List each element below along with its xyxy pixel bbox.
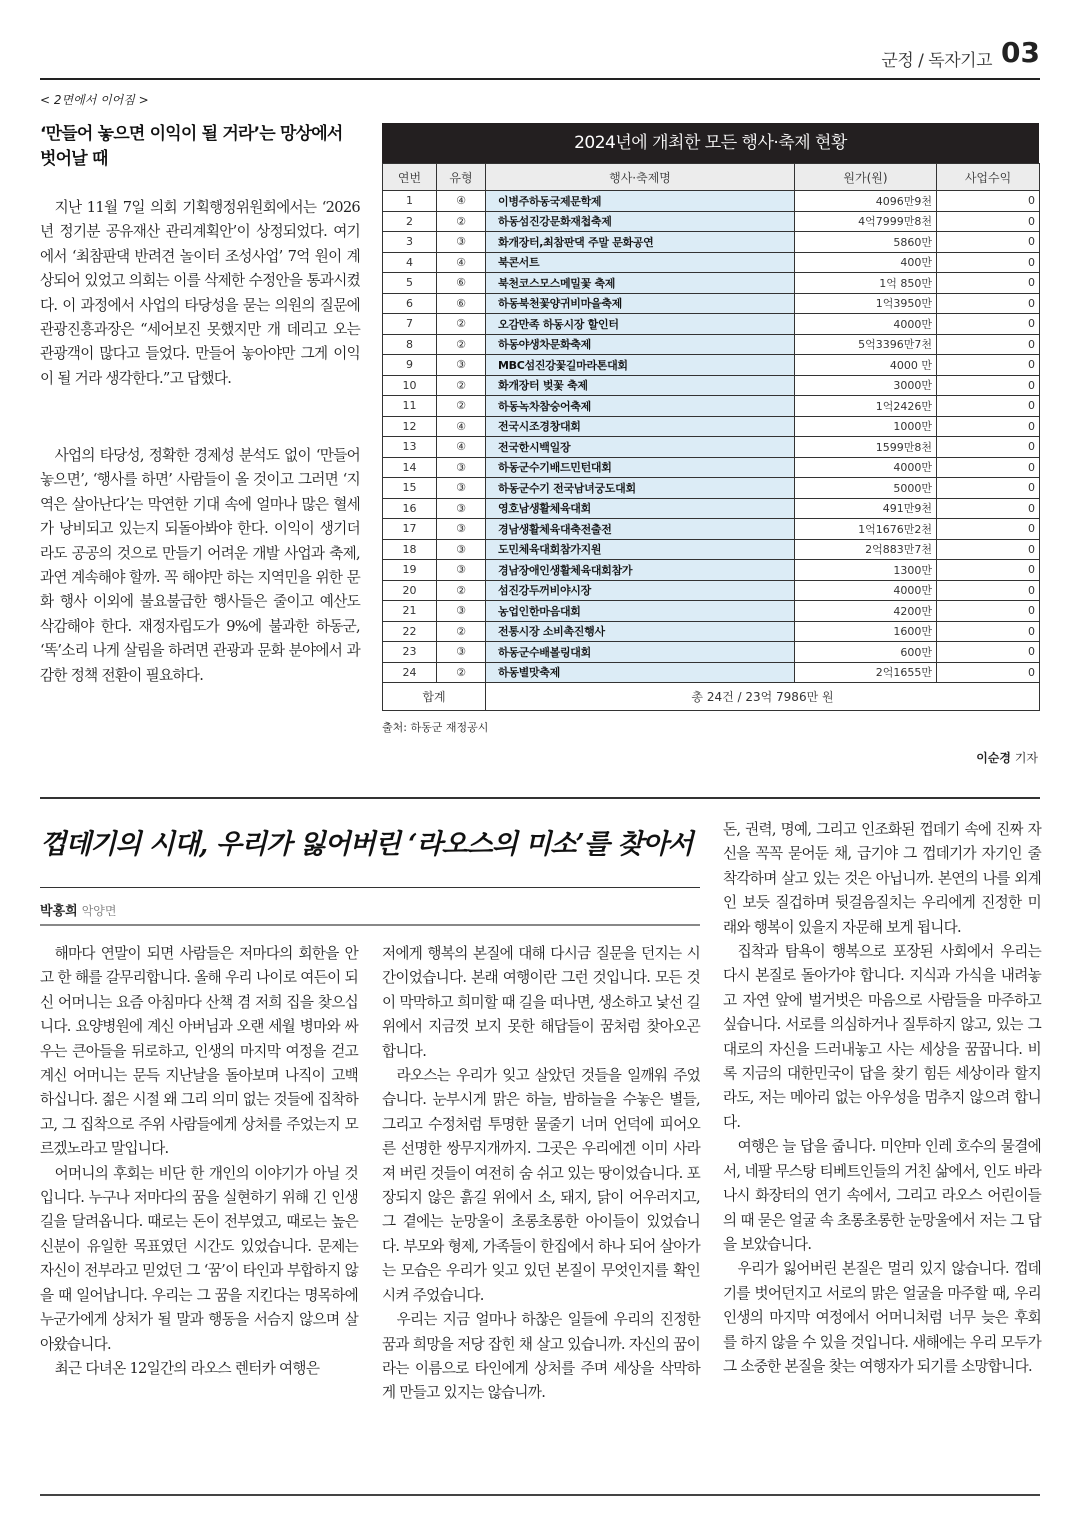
row-type: ② — [437, 334, 486, 355]
row-revenue: 0 — [937, 478, 1040, 499]
row-number: 17 — [383, 519, 437, 540]
title-rule — [40, 887, 700, 888]
row-revenue: 0 — [937, 293, 1040, 314]
row-cost: 5억3396만7천 — [795, 334, 937, 355]
row-number: 14 — [383, 457, 437, 478]
row-event-name: 북천코스모스메밀꽃 축제 — [486, 273, 795, 294]
row-cost: 1600만 — [795, 621, 937, 642]
essay-paragraph: 라오스는 우리가 잊고 살았던 것들을 일깨워 주었습니다. 눈부시게 맑은 하늘, 밤하늘을 수놓은 별들, 그리고 수정처럼 투명한 물줄기 너머 언덕에 피어오른 선명한 쌍무지개까지. 그곳은 우리에겐 이미 사라져 버린 것들이 여전히 숨 쉬고 있는 땅이었습니다. 포장되지 않은 흙길 위에서 소, 돼지, 닭이 어우러지고, 그 곁에는 눈망울이 초롱초롱한 아이들이 있었습니다. 부모와 형제, 가족들이 한집에서 하나 되어 살아가는 모습은 우리가 잊고 있던 본질이 무엇인지를 확인시켜 주었습니다. — [382, 1067, 700, 1304]
row-revenue: 0 — [937, 396, 1040, 417]
row-type: ③ — [437, 601, 486, 622]
author-location: 악양면 — [81, 904, 117, 918]
row-revenue: 0 — [937, 539, 1040, 560]
row-number: 7 — [383, 314, 437, 335]
table-row — [383, 539, 1040, 560]
row-type: ③ — [437, 457, 486, 478]
row-number: 22 — [383, 621, 437, 642]
row-type: ③ — [437, 560, 486, 581]
table-title: 2024년에 개최한 모든 행사·축제 현황 — [382, 123, 1039, 163]
row-cost: 491만9천 — [795, 498, 937, 519]
row-revenue: 0 — [937, 211, 1040, 232]
row-cost: 1억 850만 — [795, 273, 937, 294]
total-value: 총 24건 / 23억 7986만 원 — [486, 683, 1040, 711]
row-revenue: 0 — [937, 498, 1040, 519]
row-number: 15 — [383, 478, 437, 499]
essay-paragraph: 우리는 지금 얼마나 하찮은 일들에 우리의 진정한 꿈과 희망을 저당 잡힌 채 살고 있습니까. 자신의 꿈이라는 이름으로 타인에게 상처를 주며 세상을 삭막하게 만들고 있지는 않습니까. — [382, 1311, 700, 1402]
row-type: ② — [437, 211, 486, 232]
row-event-name: 화개장터 벚꽃 축제 — [486, 375, 795, 396]
table-row — [383, 662, 1040, 683]
row-number: 21 — [383, 601, 437, 622]
row-cost: 4000 만 — [795, 355, 937, 376]
row-revenue: 0 — [937, 252, 1040, 273]
row-cost: 4200만 — [795, 601, 937, 622]
row-type: ③ — [437, 642, 486, 663]
row-cost: 1억3950만 — [795, 293, 937, 314]
row-number: 4 — [383, 252, 437, 273]
footer-rule — [40, 1494, 1040, 1496]
essay-paragraph: 돈, 권력, 명예, 그리고 인조화된 껍데기 속에 진짜 자신을 꼭꼭 묻어둔 채, 급기야 그 껍데기가 자기인 줄 착각하며 살고 있는 것은 아닙니까. 본연의 나를 외계인 보듯 질겁하며 뒷걸음질치는 우리에게 진정한 미래와 행복이 있을지 자문해 보게 됩니다. — [723, 821, 1041, 936]
reporter-name: 이순경 — [976, 751, 1011, 765]
row-revenue: 0 — [937, 375, 1040, 396]
article-paragraph: 지난 11월 7일 의회 기획행정위원회에서는 ‘2026년 정기분 공유재산 관리계획안’이 상정되었다. 여기에서 ‘최참판댁 반려견 놀이터 조성사업’ 7억 원이 계상되어 있었고 의회는 이를 삭제한 수정안을 통과시켰다. 이 과정에서 사업의 타당성을 묻는 의원의 질문에 관광진흥과장은 “세어보진 못했지만 개 데리고 오는 관광객이 많다고 들었다. 만들어 놓아야만 그게 이익이 될 거라 생각한다.”고 답했다. — [40, 199, 360, 387]
row-event-name: 오감만족 하동시장 할인터 — [486, 314, 795, 335]
row-type: ⑥ — [437, 293, 486, 314]
row-type: ③ — [437, 539, 486, 560]
table-row — [383, 314, 1040, 335]
row-type: ③ — [437, 355, 486, 376]
row-event-name: 하동야생차문화축제 — [486, 334, 795, 355]
row-type: ③ — [437, 232, 486, 253]
row-event-name: 하동섬진강문화재첩축제 — [486, 211, 795, 232]
table-row — [383, 601, 1040, 622]
row-revenue: 0 — [937, 191, 1040, 212]
row-revenue: 0 — [937, 416, 1040, 437]
row-cost: 1억1676만2천 — [795, 519, 937, 540]
article-paragraph: 사업의 타당성, 정확한 경제성 분석도 없이 ‘만들어 놓으면’, ‘행사를 하면’ 사람들이 올 것이고 그러면 ‘지역은 살아난다’는 막연한 기대 속에 얼마나 많은 혈세가 낭비되고 있는지 되돌아봐야 한다. 이익이 생기더라도 공공의 것으로 만들기 어려운 개발 사업과 축제, 과연 계속해야 할까. 꼭 해야만 하는 지역민을 위한 문화 행사 이외에 불요불급한 행사들은 줄이고 예산도 삭감해야 한다. 재정자립도가 9%에 불과한 하동군, ‘똑’소리 나게 살림을 하려면 관광과 문화 분야에서 과감한 정책 전환이 필요하다. — [40, 447, 360, 684]
reporter-suffix: 기자 — [1014, 751, 1038, 765]
row-type: ⑥ — [437, 273, 486, 294]
row-revenue: 0 — [937, 560, 1040, 581]
row-event-name: 경남장애인생활체육대회참가 — [486, 560, 795, 581]
row-cost: 1300만 — [795, 560, 937, 581]
essay-title: 껍데기의 시대, 우리가 잃어버린 ‘라오스의 미소’를 찾아서 — [40, 829, 693, 860]
column-header: 연번 — [383, 164, 437, 191]
table-row — [383, 211, 1040, 232]
row-event-name: 화개장터,최참판댁 주말 문화공연 — [486, 232, 795, 253]
row-type: ④ — [437, 437, 486, 458]
row-revenue: 0 — [937, 642, 1040, 663]
row-type: ④ — [437, 191, 486, 212]
row-cost: 4000만 — [795, 314, 937, 335]
table-total-row — [383, 683, 1040, 711]
column-header: 유형 — [437, 164, 486, 191]
page-number: 03 — [1001, 36, 1040, 69]
table-row — [383, 437, 1040, 458]
row-event-name: 하동녹차참숭어축제 — [486, 396, 795, 417]
total-label: 합계 — [383, 683, 486, 711]
events-table-grid — [382, 163, 1040, 711]
row-number: 5 — [383, 273, 437, 294]
row-number: 18 — [383, 539, 437, 560]
row-event-name: 섬진강두꺼비야시장 — [486, 580, 795, 601]
table-source: 출처: 하동군 재정공시 — [382, 721, 489, 734]
row-revenue: 0 — [937, 273, 1040, 294]
row-event-name: 전국시조경창대회 — [486, 416, 795, 437]
row-cost: 1000만 — [795, 416, 937, 437]
column-header: 사업수익 — [937, 164, 1040, 191]
row-revenue: 0 — [937, 314, 1040, 335]
table-row — [383, 355, 1040, 376]
table-row — [383, 560, 1040, 581]
row-number: 12 — [383, 416, 437, 437]
essay-paragraph: 어머니의 후회는 비단 한 개인의 이야기가 아닐 것입니다. 누구나 저마다의 꿈을 실현하기 위해 긴 인생길을 달려옵니다. 때로는 돈이 전부였고, 때로는 높은 신분이 유일한 목표였던 시간도 있었습니다. 문제는 자신이 전부라고 믿었던 그 ‘꿈’이 타인과 부합하지 않을 때 일어납니다. 우리는 그 꿈을 지킨다는 명목하에 누군가에게 상처가 될 말과 행동을 서슴지 않으며 살아왔습니다. — [40, 1164, 358, 1353]
row-cost: 4000만 — [795, 580, 937, 601]
column-header: 행사·축제명 — [486, 164, 795, 191]
row-event-name: 하동군수기배드민턴대회 — [486, 457, 795, 478]
section-label: 군정 / 독자기고 — [881, 51, 992, 71]
author-rule — [40, 924, 700, 926]
table-row — [383, 498, 1040, 519]
row-event-name: 농업인한마음대회 — [486, 601, 795, 622]
row-cost: 600만 — [795, 642, 937, 663]
row-type: ③ — [437, 478, 486, 499]
essay-column-1 — [40, 942, 358, 1381]
row-number: 10 — [383, 375, 437, 396]
row-number: 24 — [383, 662, 437, 683]
table-row — [383, 334, 1040, 355]
table-row — [383, 478, 1040, 499]
column-header: 원가(원) — [795, 164, 937, 191]
table-row — [383, 642, 1040, 663]
row-event-name: 하동군수배볼링대회 — [486, 642, 795, 663]
row-cost: 400만 — [795, 252, 937, 273]
row-cost: 2억883만7천 — [795, 539, 937, 560]
essay-paragraph: 여행은 늘 답을 줍니다. 미얀마 인레 호수의 물결에서, 네팔 무스탕 티베트인들의 거친 삶에서, 인도 바라나시 화장터의 연기 속에서, 그리고 라오스 어린이들의 때 묻은 얼굴 속 초롱초롱한 눈망울에서 저는 그 답을 보았습니다. — [723, 1138, 1041, 1253]
row-type: ② — [437, 580, 486, 601]
reporter-byline — [976, 749, 1038, 766]
row-event-name: 전국한시백일장 — [486, 437, 795, 458]
events-table — [382, 123, 1039, 711]
row-cost: 4096만9천 — [795, 191, 937, 212]
essay-column-2 — [382, 942, 700, 1406]
row-cost: 1599만8천 — [795, 437, 937, 458]
essay-paragraph: 최근 다녀온 12일간의 라오스 렌터카 여행은 — [54, 1359, 320, 1377]
row-cost: 2억1655만 — [795, 662, 937, 683]
row-cost: 1억2426만 — [795, 396, 937, 417]
essay-paragraph: 저에게 행복의 본질에 대해 다시금 질문을 던지는 시간이었습니다. 본래 여행이란 그런 것입니다. 모든 것이 막막하고 희미할 때 길을 떠나면, 생소하고 낯선 길 위에서 지금껏 보지 못한 해답들이 꿈처럼 찾아오곤 합니다. — [382, 945, 700, 1060]
row-number: 16 — [383, 498, 437, 519]
table-body — [383, 191, 1040, 683]
row-event-name: MBC섬진강꽃길마라톤대회 — [486, 355, 795, 376]
page-header — [40, 36, 1040, 80]
row-event-name: 하동북천꽃양귀비마을축제 — [486, 293, 795, 314]
row-revenue: 0 — [937, 601, 1040, 622]
row-number: 13 — [383, 437, 437, 458]
table-row — [383, 416, 1040, 437]
table-row — [383, 375, 1040, 396]
row-revenue: 0 — [937, 437, 1040, 458]
table-row — [383, 580, 1040, 601]
row-cost: 5000만 — [795, 478, 937, 499]
table-row — [383, 293, 1040, 314]
table-row — [383, 191, 1040, 212]
row-number: 11 — [383, 396, 437, 417]
row-number: 3 — [383, 232, 437, 253]
table-header-row — [383, 164, 1040, 191]
row-cost: 4억7999만8천 — [795, 211, 937, 232]
row-number: 23 — [383, 642, 437, 663]
row-type: ② — [437, 314, 486, 335]
row-type: ② — [437, 396, 486, 417]
row-revenue: 0 — [937, 457, 1040, 478]
article-title: ‘만들어 놓으면 이익이 될 거라’는 망상에서 벗어날 때 — [40, 124, 343, 169]
row-revenue: 0 — [937, 662, 1040, 683]
row-revenue: 0 — [937, 334, 1040, 355]
row-event-name: 북콘서트 — [486, 252, 795, 273]
essay-column-3 — [723, 818, 1041, 1379]
author-name: 박홍희 — [40, 904, 78, 919]
row-event-name: 하동별맛축제 — [486, 662, 795, 683]
row-number: 19 — [383, 560, 437, 581]
table-row — [383, 457, 1040, 478]
row-revenue: 0 — [937, 519, 1040, 540]
essay-paragraph: 집착과 탐욕이 행복으로 포장된 사회에서 우리는 다시 본질로 돌아가야 합니다. 지식과 가식을 내려놓고 자연 앞에 벌거벗은 마음으로 사람들을 마주하고 싶습니다. 서로를 의심하거나 질투하지 않고, 있는 그대로의 자신을 드러내놓고 사는 세상을 꿈꿉니다. 비록 지금의 대한민국이 답을 찾기 힘든 세상이라 할지라도, 저는 메아리 없는 아우성을 멈추지 않으려 합니다. — [723, 943, 1041, 1131]
row-event-name: 경남생활체육대축전출전 — [486, 519, 795, 540]
row-event-name: 하동군수기 전국남녀궁도대회 — [486, 478, 795, 499]
table-row — [383, 273, 1040, 294]
row-number: 9 — [383, 355, 437, 376]
row-type: ④ — [437, 252, 486, 273]
row-cost: 5860만 — [795, 232, 937, 253]
row-number: 20 — [383, 580, 437, 601]
essay-paragraph: 우리가 잃어버린 본질은 멀리 있지 않습니다. 껍데기를 벗어던지고 서로의 맑은 얼굴을 마주할 때, 우리 인생의 마지막 여정에서 어머니처럼 너무 늦은 후회를 하지 않을 수 있을 것입니다. 새해에는 우리 모두가 그 소중한 본질을 찾는 여행자가 되기를 소망합니다. — [723, 1260, 1041, 1375]
table-row — [383, 232, 1040, 253]
row-cost: 4000만 — [795, 457, 937, 478]
continued-label: < 2면에서 이어짐 > — [40, 93, 149, 107]
section-divider — [40, 797, 1040, 799]
row-type: ② — [437, 375, 486, 396]
table-row — [383, 252, 1040, 273]
row-type: ④ — [437, 416, 486, 437]
row-number: 6 — [383, 293, 437, 314]
row-type: ③ — [437, 519, 486, 540]
row-event-name: 전통시장 소비촉진행사 — [486, 621, 795, 642]
row-event-name: 이병주하동국제문학제 — [486, 191, 795, 212]
row-revenue: 0 — [937, 232, 1040, 253]
row-revenue: 0 — [937, 355, 1040, 376]
row-revenue: 0 — [937, 621, 1040, 642]
row-event-name: 영호남생활체육대회 — [486, 498, 795, 519]
table-row — [383, 621, 1040, 642]
row-event-name: 도민체육대회참가지원 — [486, 539, 795, 560]
table-row — [383, 519, 1040, 540]
row-type: ③ — [437, 498, 486, 519]
row-type: ② — [437, 662, 486, 683]
row-type: ② — [437, 621, 486, 642]
row-number: 8 — [383, 334, 437, 355]
essay-author — [40, 900, 116, 919]
table-row — [383, 396, 1040, 417]
row-revenue: 0 — [937, 580, 1040, 601]
row-number: 2 — [383, 211, 437, 232]
row-number: 1 — [383, 191, 437, 212]
essay-paragraph: 해마다 연말이 되면 사람들은 저마다의 회한을 안고 한 해를 갈무리합니다. 올해 우리 나이로 여든이 되신 어머니는 요즘 아침마다 산책 겸 저희 집을 찾으십니다. 요양병원에 계신 아버님과 오랜 세월 병마와 싸우는 큰아들을 뒤로하고, 인생의 마지막 여정을 걷고 계신 어머니는 문득 지난날을 돌아보며 나직이 고백하십니다. 젊은 시절 왜 그리 의미 없는 것들에 집착하고, 그 집착으로 주위 사람들에게 상처를 주었는지 모르겠노라고 말입니다. — [40, 945, 358, 1158]
row-cost: 3000만 — [795, 375, 937, 396]
